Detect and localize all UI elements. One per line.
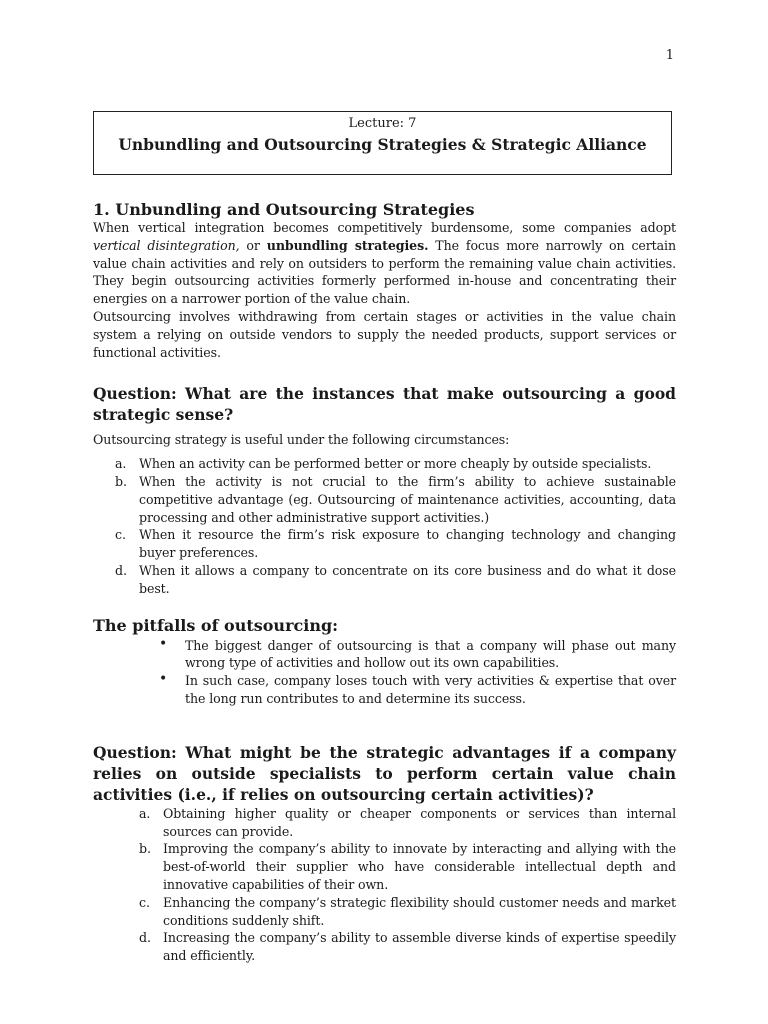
question-heading: Question: What are the instances that make outsourcing a good strategic sense? <box>93 384 676 425</box>
list-item <box>93 455 676 473</box>
list-marker: c. <box>139 894 150 910</box>
para-text: When vertical integration becomes competitively burdensome, some companies adopt <box>93 220 676 235</box>
list-item <box>93 562 676 598</box>
list-marker: d. <box>115 562 127 578</box>
list-item <box>93 929 676 965</box>
list-item <box>93 473 676 526</box>
list-marker: c. <box>115 527 126 543</box>
pitfalls-list <box>93 637 676 708</box>
list-marker: b. <box>139 841 151 857</box>
list-marker: a. <box>115 456 127 472</box>
para-text: or <box>239 237 267 253</box>
page-number: 1 <box>665 48 674 63</box>
pitfalls-heading: The pitfalls of outsourcing: <box>93 615 339 635</box>
lecture-title: Unbundling and Outsourcing Strategies & Strategic Alliance <box>118 135 647 154</box>
bullet-item-text: The biggest danger of outsourcing is that a company will phase out many wrong type of activities and hollow out its own capabilities. <box>185 637 676 671</box>
section-paragraph-1 <box>93 219 676 308</box>
list-item-text: Increasing the company’s ability to assemble diverse kinds of expertise speedily and efficiently. <box>163 930 676 964</box>
para-bold-term: unbundling strategies. <box>266 237 429 253</box>
list-item-text: Enhancing the company’s strategic flexibility should customer needs and market conditions suddenly shift. <box>163 894 676 928</box>
advantages-list <box>93 805 676 965</box>
bullet-item-text: In such case, company loses touch with very activities & expertise that over the long run contributes to and determine its success. <box>185 673 676 706</box>
bullet-item <box>93 672 676 708</box>
list-item-text: When it resource the firm’s risk exposure to changing technology and changing buyer preferences. <box>139 527 676 561</box>
list-marker: a. <box>139 805 151 821</box>
list-item-text: When it allows a company to concentrate on its core business and do what it dose best. <box>139 562 676 596</box>
list-item <box>93 526 676 562</box>
lecture-title-box <box>93 111 672 175</box>
section-heading: 1. Unbundling and Outsourcing Strategies <box>93 200 475 219</box>
list-item-text: Improving the company’s ability to innovate by interacting and allying with the best-of-world their supplier who have considerable intellectual depth and innovative capabilities of their own. <box>163 841 676 892</box>
lecture-number: Lecture: 7 <box>348 116 417 131</box>
list-marker: b. <box>115 473 127 489</box>
list-item-text: When the activity is not crucial to the firm’s ability to achieve sustainable competitive advantage (eg. Outsourcing of maintenance activities, accounting, data processing and other administrative support activities.) <box>139 473 676 525</box>
list-intro: Outsourcing strategy is useful under the following circumstances: <box>93 432 510 448</box>
list-item-text: Obtaining higher quality or cheaper components or services than internal sources can provide. <box>163 805 676 839</box>
para-italic-term: vertical disintegration, <box>93 237 240 253</box>
list-item-text: When an activity can be performed better or more cheaply by outside specialists. <box>139 456 652 472</box>
list-marker: d. <box>139 930 151 946</box>
question-heading: Question: What might be the strategic advantages if a company relies on outside specialists to perform certain value chain activities (i.e., if relies on outsourcing certain activities)? <box>93 742 676 804</box>
bullet-icon: • <box>159 635 168 652</box>
circumstances-list <box>93 455 676 597</box>
list-item <box>93 805 676 841</box>
list-item <box>93 894 676 930</box>
bullet-item <box>93 637 676 673</box>
section-paragraph-2: Outsourcing involves withdrawing from certain stages or activities in the value chain system a relying on outside vendors to supply the needed products, support services or functional activities. <box>93 308 676 360</box>
list-item <box>93 840 676 893</box>
document-body <box>93 200 676 965</box>
bullet-icon: • <box>159 671 168 688</box>
para-text: The focus more narrowly on certain value chain activities and rely on outsiders to perform the remaining value chain activities. They begin outsourcing activities formerly performed in-house and concentrating their energies on a narrower portion of the value chain. <box>93 237 676 307</box>
